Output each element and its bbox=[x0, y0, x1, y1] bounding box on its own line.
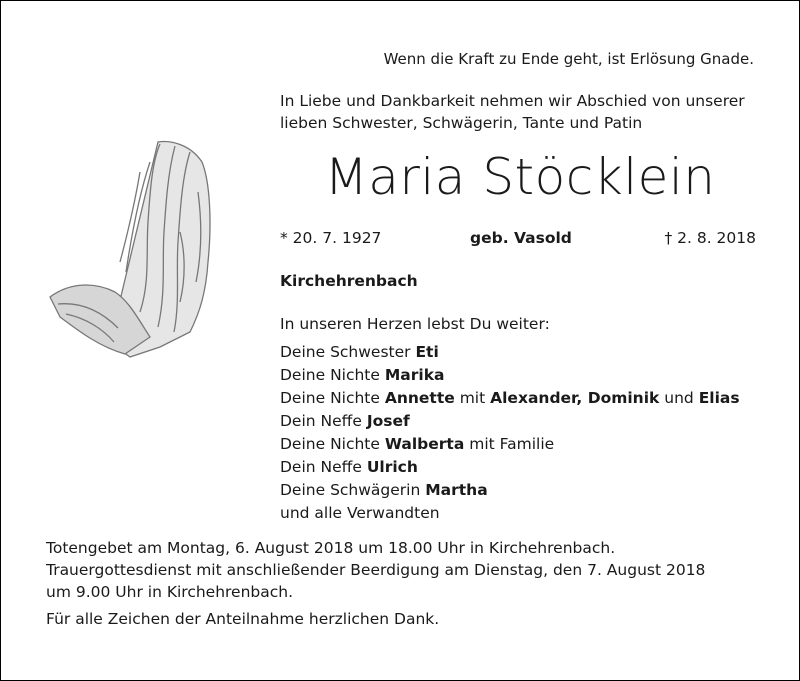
footer-line: um 9.00 Uhr in Kirchehrenbach. bbox=[46, 583, 294, 601]
footer-line: Trauergottesdienst mit anschließender Beerdigung am Dienstag, den 7. August 2018 bbox=[46, 561, 706, 579]
intro-line: In Liebe und Dankbarkeit nehmen wir Abschied von unserer bbox=[280, 92, 745, 110]
birth-date: * 20. 7. 1927 bbox=[280, 229, 382, 247]
family-row: Deine Nichte Annette mit Alexander, Dominik und Elias bbox=[280, 389, 740, 407]
heart-line: In unseren Herzen lebst Du weiter: bbox=[280, 315, 550, 333]
family-row: Dein Neffe Josef bbox=[280, 412, 410, 430]
family-row: und alle Verwandten bbox=[280, 504, 440, 522]
service-info bbox=[46, 537, 766, 603]
deceased-name: Maria Stöcklein bbox=[324, 148, 716, 206]
family-row: Deine Schwester Eti bbox=[280, 343, 439, 361]
death-date: † 2. 8. 2018 bbox=[664, 229, 756, 247]
family-row: Deine Schwägerin Martha bbox=[280, 481, 488, 499]
birth-name: geb. Vasold bbox=[470, 229, 572, 247]
footer-line: Totengebet am Montag, 6. August 2018 um 18.00 Uhr in Kirchehrenbach. bbox=[46, 539, 616, 557]
place: Kirchehrenbach bbox=[280, 272, 418, 290]
intro-text bbox=[280, 90, 760, 134]
thanks-line: Für alle Zeichen der Anteilnahme herzlichen Dank. bbox=[46, 610, 440, 628]
family-row: Deine Nichte Walberta mit Familie bbox=[280, 435, 555, 453]
family-list bbox=[280, 341, 740, 525]
praying-hands-icon bbox=[40, 132, 220, 362]
family-row: Dein Neffe Ulrich bbox=[280, 458, 418, 476]
motto: Wenn die Kraft zu Ende geht, ist Erlösung Gnade. bbox=[383, 50, 754, 68]
family-row: Deine Nichte Marika bbox=[280, 366, 445, 384]
intro-line: lieben Schwester, Schwägerin, Tante und Patin bbox=[280, 114, 643, 132]
